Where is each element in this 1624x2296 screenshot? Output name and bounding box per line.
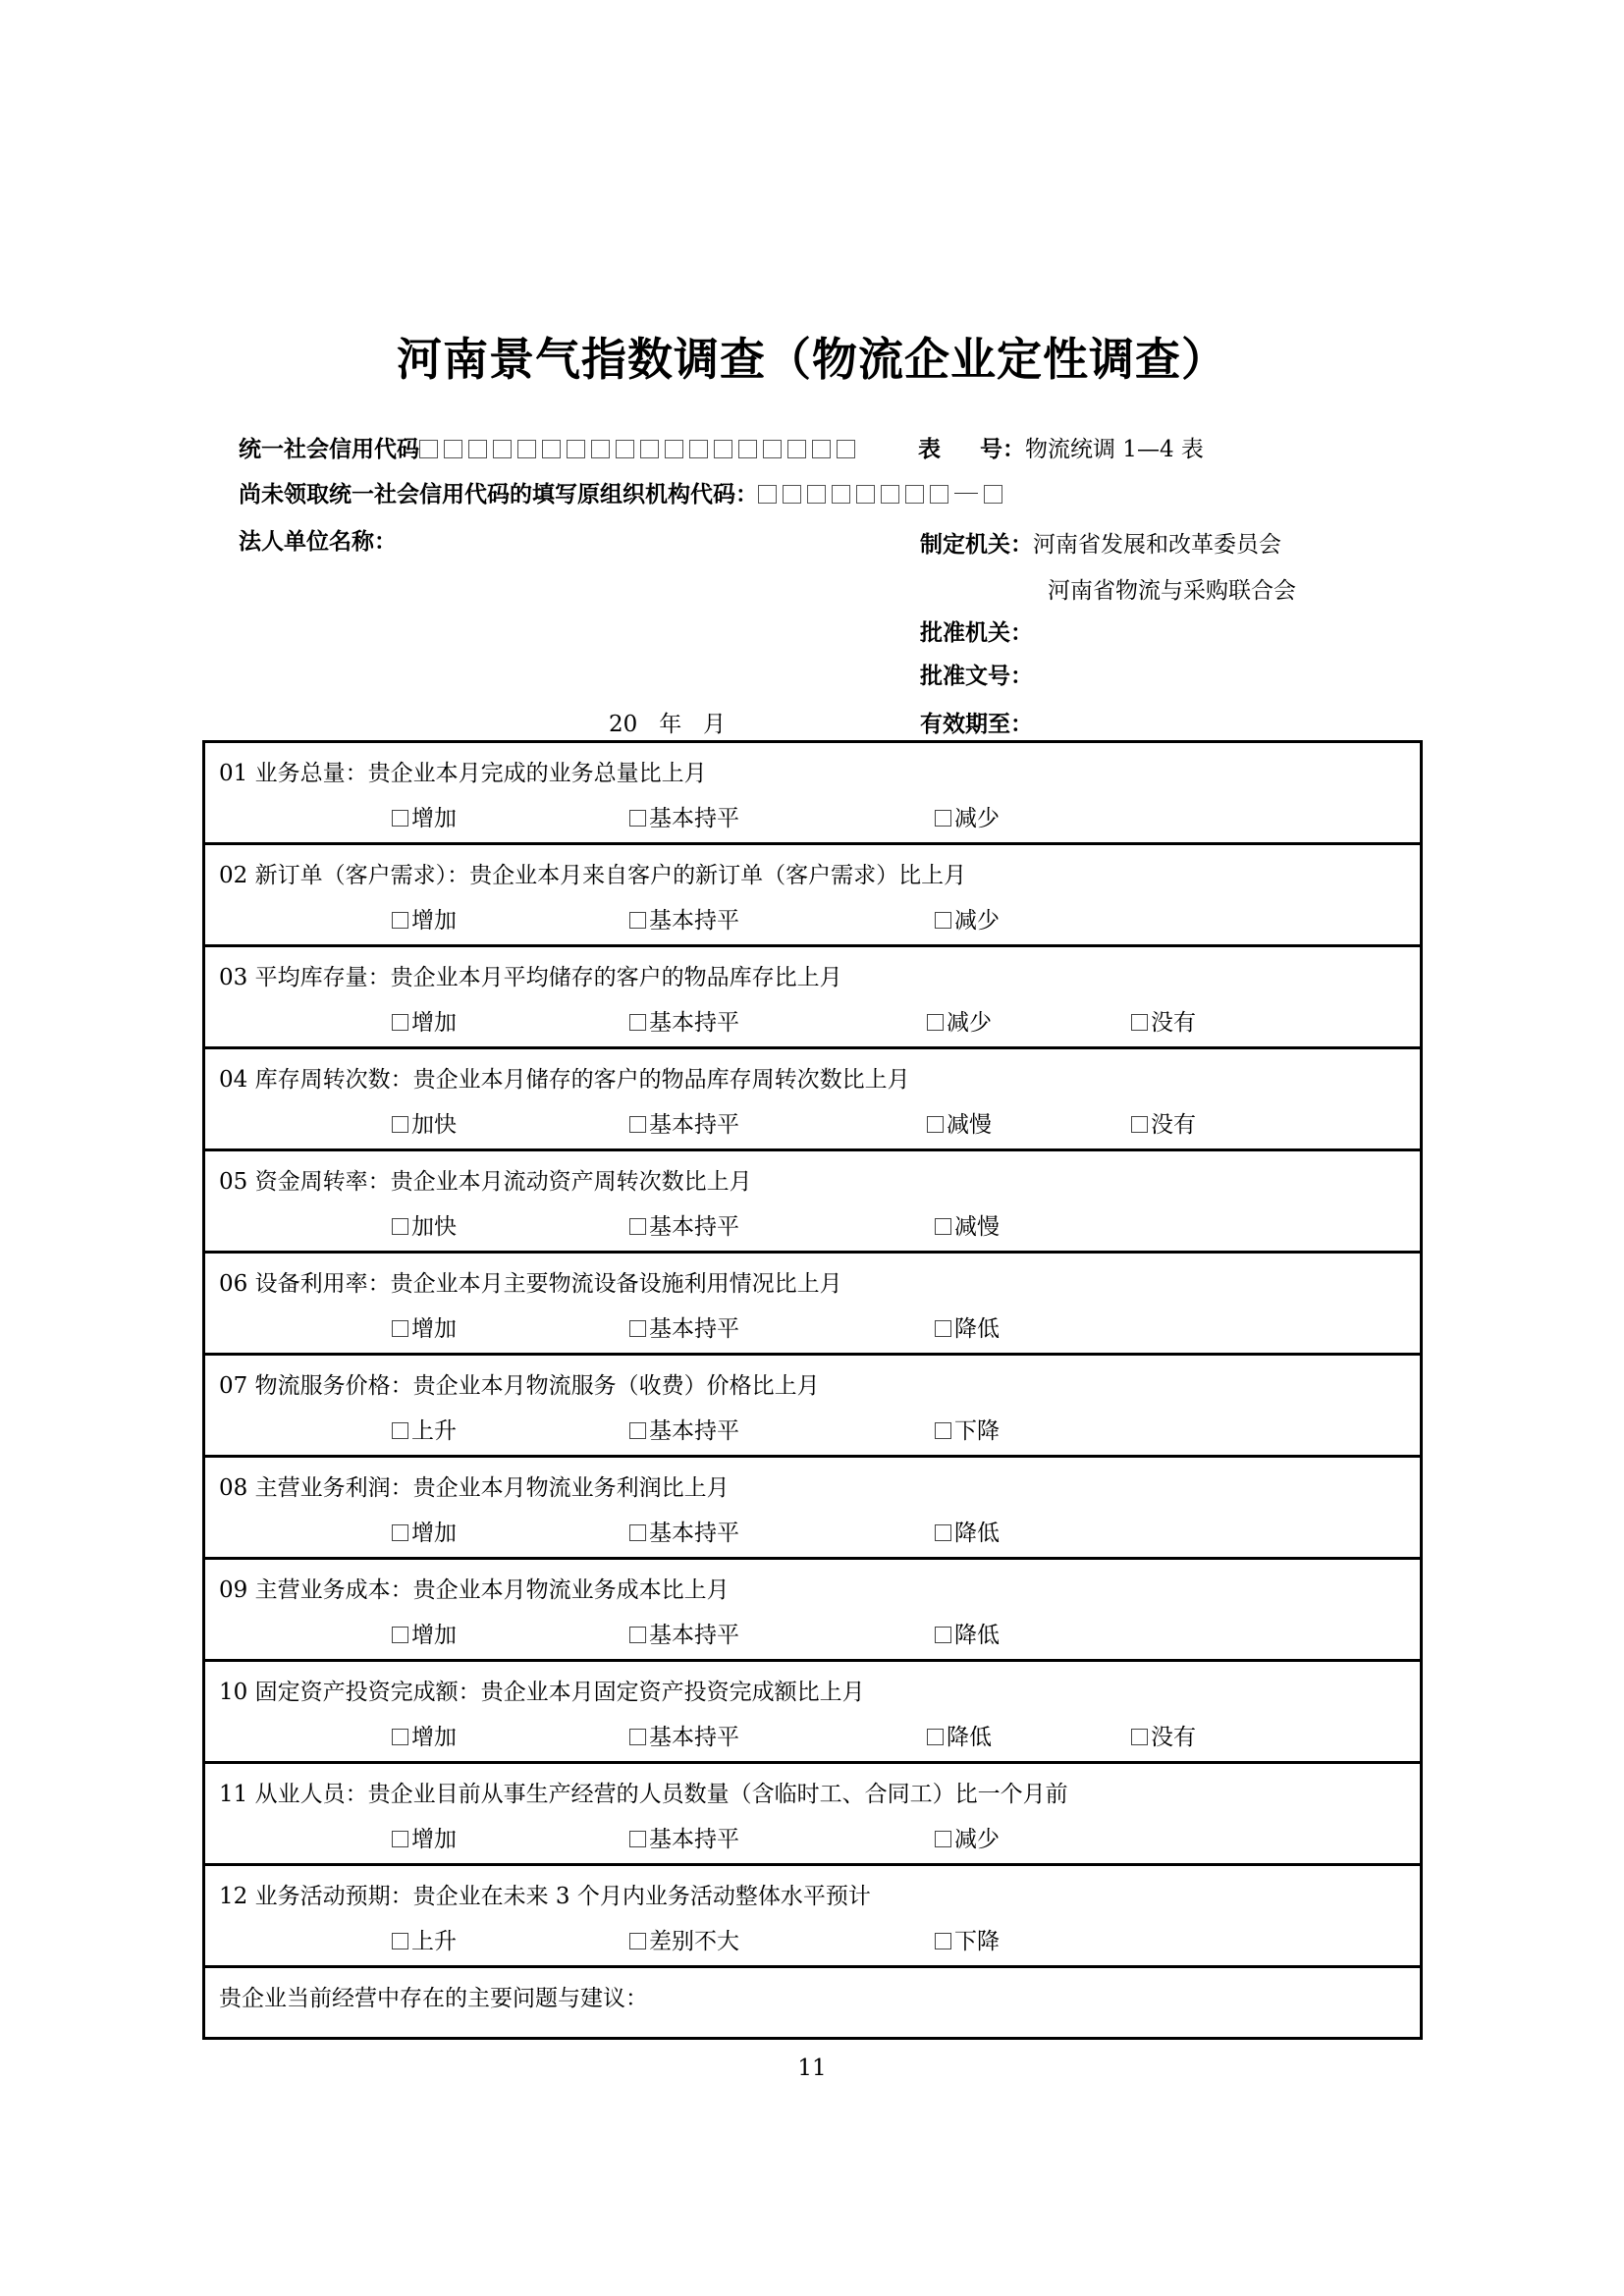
credit-code-boxes[interactable] — [419, 437, 861, 462]
checkbox-icon[interactable] — [392, 1831, 408, 1847]
option-checkbox[interactable] — [935, 1208, 1000, 1241]
org-code-row — [239, 480, 1008, 509]
checkbox-icon[interactable] — [392, 1729, 408, 1745]
option-label: 增加 — [411, 1521, 457, 1546]
option-label: 减少 — [954, 908, 1000, 934]
option-label: 没有 — [1151, 1112, 1196, 1138]
checkbox-icon[interactable] — [1131, 1116, 1148, 1133]
option-label: 上升 — [411, 1418, 457, 1444]
page-number: 11 — [797, 2056, 827, 2081]
valid-until-label: 有效期至： — [920, 712, 1033, 737]
option-label: 基本持平 — [649, 1316, 739, 1342]
checkbox-icon[interactable] — [392, 1422, 408, 1439]
option-checkbox[interactable] — [629, 1923, 739, 1955]
question-row — [205, 1356, 1420, 1458]
checkbox-icon[interactable] — [629, 1422, 646, 1439]
code-digit-box[interactable] — [714, 440, 732, 458]
code-digit-box[interactable] — [640, 440, 659, 458]
option-checkbox[interactable] — [629, 1208, 739, 1241]
option-label: 基本持平 — [649, 1214, 739, 1240]
survey-table — [202, 740, 1423, 2040]
question-text: 03 平均库存量：贵企业本月平均储存的客户的物品库存比上月 — [219, 965, 842, 990]
checkbox-icon[interactable] — [935, 1320, 951, 1337]
option-label: 加快 — [411, 1112, 457, 1138]
option-label: 降低 — [954, 1521, 1000, 1546]
checkbox-icon[interactable] — [392, 1014, 408, 1031]
code-digit-box[interactable] — [689, 440, 708, 458]
org-digit-box[interactable] — [856, 485, 875, 504]
option-label: 基本持平 — [649, 1112, 739, 1138]
checkbox-icon[interactable] — [927, 1729, 944, 1745]
option-checkbox[interactable] — [927, 1719, 992, 1751]
code-digit-box[interactable] — [493, 440, 512, 458]
checkbox-icon[interactable] — [629, 1627, 646, 1643]
option-checkbox[interactable] — [392, 1208, 457, 1241]
option-checkbox[interactable] — [629, 800, 739, 832]
option-checkbox[interactable] — [392, 1821, 457, 1853]
option-checkbox[interactable] — [629, 1617, 739, 1649]
checkbox-icon[interactable] — [927, 1116, 944, 1133]
option-label: 减少 — [954, 806, 1000, 831]
org-check-digit-box[interactable] — [984, 485, 1002, 504]
option-label: 基本持平 — [649, 1725, 739, 1750]
question-text: 02 新订单（客户需求）：贵企业本月来自客户的新订单（客户需求）比上月 — [219, 863, 967, 888]
option-checkbox[interactable] — [927, 1004, 992, 1037]
question-row — [205, 1662, 1420, 1764]
question-text: 10 固定资产投资完成额：贵企业本月固定资产投资完成额比上月 — [219, 1680, 865, 1705]
org-digit-box[interactable] — [783, 485, 801, 504]
page-title: 河南景气指数调查（物流企业定性调查） — [397, 333, 1227, 386]
checkbox-icon[interactable] — [629, 810, 646, 827]
option-label: 下降 — [954, 1418, 1000, 1444]
option-label: 增加 — [411, 1827, 457, 1852]
option-checkbox[interactable] — [629, 1004, 739, 1037]
option-checkbox[interactable] — [629, 902, 739, 934]
option-checkbox[interactable] — [392, 800, 457, 832]
question-text: 06 设备利用率：贵企业本月主要物流设备设施利用情况比上月 — [219, 1271, 842, 1297]
issuer-row — [920, 530, 1281, 560]
option-label: 减慢 — [954, 1214, 1000, 1240]
option-label: 差别不大 — [649, 1929, 739, 1954]
option-checkbox[interactable] — [392, 1923, 457, 1955]
question-text: 08 主营业务利润：贵企业本月物流业务利润比上月 — [219, 1475, 730, 1501]
checkbox-icon[interactable] — [935, 1422, 951, 1439]
checkbox-icon[interactable] — [392, 810, 408, 827]
option-checkbox[interactable] — [629, 1106, 739, 1139]
option-checkbox[interactable] — [629, 1413, 739, 1445]
option-label: 减慢 — [947, 1112, 992, 1138]
checkbox-icon[interactable] — [629, 1116, 646, 1133]
credit-code-label: 统一社会信用代码 — [239, 437, 419, 462]
option-label: 增加 — [411, 1010, 457, 1036]
org-digit-box[interactable] — [807, 485, 826, 504]
option-label: 下降 — [954, 1929, 1000, 1954]
checkbox-icon[interactable] — [1131, 1729, 1148, 1745]
question-row — [205, 1764, 1420, 1866]
checkbox-icon[interactable] — [392, 1933, 408, 1949]
code-digit-box[interactable] — [542, 440, 561, 458]
code-digit-box[interactable] — [787, 440, 806, 458]
code-digit-box[interactable] — [517, 440, 536, 458]
option-label: 减少 — [954, 1827, 1000, 1852]
option-checkbox[interactable] — [392, 1106, 457, 1139]
code-digit-box[interactable] — [837, 440, 855, 458]
question-text: 11 从业人员：贵企业目前从事生产经营的人员数量（含临时工、合同工）比一个月前 — [219, 1782, 1068, 1807]
option-label: 基本持平 — [649, 1418, 739, 1444]
question-row — [205, 947, 1420, 1049]
suggestion-row[interactable] — [205, 1968, 1420, 2045]
option-checkbox[interactable] — [392, 1004, 457, 1037]
option-checkbox[interactable] — [392, 1310, 457, 1343]
option-label: 基本持平 — [649, 1827, 739, 1852]
option-label: 基本持平 — [649, 1521, 739, 1546]
option-checkbox[interactable] — [392, 1515, 457, 1547]
question-row — [205, 1254, 1420, 1356]
option-checkbox[interactable] — [935, 1821, 1000, 1853]
option-checkbox[interactable] — [629, 1515, 739, 1547]
checkbox-icon[interactable] — [629, 912, 646, 929]
option-label: 上升 — [411, 1929, 457, 1954]
option-label: 基本持平 — [649, 1010, 739, 1036]
question-row — [205, 743, 1420, 845]
credit-code-row — [239, 435, 861, 464]
checkbox-icon[interactable] — [935, 1524, 951, 1541]
option-label: 基本持平 — [649, 908, 739, 934]
checkbox-icon[interactable] — [392, 1320, 408, 1337]
org-code-label: 尚未领取统一社会信用代码的填写原组织机构代码： — [239, 482, 758, 507]
suggestion-label: 贵企业当前经营中存在的主要问题与建议： — [219, 1986, 648, 2011]
option-checkbox[interactable] — [629, 1821, 739, 1853]
issuer-2: 河南省物流与采购联合会 — [1048, 578, 1296, 604]
question-text: 12 业务活动预期：贵企业在未来 3 个月内业务活动整体水平预计 — [219, 1884, 871, 1909]
checkbox-icon[interactable] — [935, 1218, 951, 1235]
option-checkbox[interactable] — [392, 902, 457, 934]
checkbox-icon[interactable] — [629, 1218, 646, 1235]
option-label: 增加 — [411, 1316, 457, 1342]
code-digit-box[interactable] — [444, 440, 462, 458]
form-no-row — [918, 435, 1204, 464]
org-code-dash — [954, 493, 978, 494]
checkbox-icon[interactable] — [629, 1831, 646, 1847]
option-label: 没有 — [1151, 1010, 1196, 1036]
question-row — [205, 845, 1420, 947]
option-checkbox[interactable] — [392, 1413, 457, 1445]
checkbox-icon[interactable] — [629, 1729, 646, 1745]
question-text: 07 物流服务价格：贵企业本月物流服务（收费）价格比上月 — [219, 1373, 820, 1399]
question-row — [205, 1560, 1420, 1662]
question-text: 05 资金周转率：贵企业本月流动资产周转次数比上月 — [219, 1169, 752, 1195]
option-checkbox[interactable] — [392, 1617, 457, 1649]
code-digit-box[interactable] — [616, 440, 634, 458]
approver-label: 批准机关： — [920, 620, 1033, 646]
option-label: 增加 — [411, 1623, 457, 1648]
option-checkbox[interactable] — [935, 1923, 1000, 1955]
checkbox-icon[interactable] — [629, 1933, 646, 1949]
option-checkbox[interactable] — [1131, 1004, 1196, 1037]
form-no-label-2: 号： — [980, 437, 1025, 462]
checkbox-icon[interactable] — [629, 1320, 646, 1337]
checkbox-icon[interactable] — [935, 912, 951, 929]
option-checkbox[interactable] — [629, 1719, 739, 1751]
code-digit-box[interactable] — [419, 440, 438, 458]
question-text: 09 主营业务成本：贵企业本月物流业务成本比上月 — [219, 1577, 730, 1603]
question-row — [205, 1458, 1420, 1560]
option-label: 减少 — [947, 1010, 992, 1036]
checkbox-icon[interactable] — [392, 1116, 408, 1133]
option-checkbox[interactable] — [935, 1413, 1000, 1445]
approval-no-label: 批准文号： — [920, 664, 1033, 689]
option-checkbox[interactable] — [935, 1310, 1000, 1343]
option-checkbox[interactable] — [935, 902, 1000, 934]
checkbox-icon[interactable] — [629, 1014, 646, 1031]
code-digit-box[interactable] — [738, 440, 757, 458]
issuer-label: 制定机关： — [920, 532, 1033, 558]
option-checkbox[interactable] — [927, 1106, 992, 1139]
org-digit-box[interactable] — [758, 485, 777, 504]
option-checkbox[interactable] — [935, 800, 1000, 832]
org-digit-box[interactable] — [832, 485, 850, 504]
option-label: 降低 — [947, 1725, 992, 1750]
option-checkbox[interactable] — [392, 1719, 457, 1751]
question-row — [205, 1049, 1420, 1151]
option-label: 降低 — [954, 1316, 1000, 1342]
checkbox-icon[interactable] — [392, 1524, 408, 1541]
question-text: 04 库存周转次数：贵企业本月储存的客户的物品库存周转次数比上月 — [219, 1067, 910, 1093]
code-digit-box[interactable] — [812, 440, 831, 458]
option-checkbox[interactable] — [1131, 1719, 1196, 1751]
checkbox-icon[interactable] — [935, 1831, 951, 1847]
option-label: 没有 — [1151, 1725, 1196, 1750]
question-row — [205, 1866, 1420, 1968]
checkbox-icon[interactable] — [392, 1218, 408, 1235]
option-checkbox[interactable] — [935, 1515, 1000, 1547]
code-digit-box[interactable] — [468, 440, 487, 458]
checkbox-icon[interactable] — [392, 912, 408, 929]
option-label: 增加 — [411, 1725, 457, 1750]
code-digit-box[interactable] — [591, 440, 610, 458]
code-digit-box[interactable] — [665, 440, 683, 458]
checkbox-icon[interactable] — [1131, 1014, 1148, 1031]
option-label: 基本持平 — [649, 1623, 739, 1648]
option-label: 基本持平 — [649, 806, 739, 831]
checkbox-icon[interactable] — [927, 1014, 944, 1031]
form-no-label-1: 表 — [918, 437, 941, 462]
option-label: 加快 — [411, 1214, 457, 1240]
option-checkbox[interactable] — [629, 1310, 739, 1343]
checkbox-icon[interactable] — [392, 1627, 408, 1643]
checkbox-icon[interactable] — [935, 1933, 951, 1949]
checkbox-icon[interactable] — [935, 1627, 951, 1643]
issuer-1: 河南省发展和改革委员会 — [1033, 532, 1281, 558]
code-digit-box[interactable] — [567, 440, 585, 458]
question-row — [205, 1151, 1420, 1254]
code-digit-box[interactable] — [763, 440, 782, 458]
legal-entity-label: 法人单位名称： — [239, 529, 397, 555]
org-digit-box[interactable] — [930, 485, 948, 504]
org-digit-box[interactable] — [881, 485, 899, 504]
org-code-boxes[interactable] — [758, 482, 1008, 507]
option-checkbox[interactable] — [935, 1617, 1000, 1649]
org-digit-box[interactable] — [905, 485, 924, 504]
option-label: 增加 — [411, 806, 457, 831]
option-label: 降低 — [954, 1623, 1000, 1648]
option-label: 增加 — [411, 908, 457, 934]
checkbox-icon[interactable] — [935, 810, 951, 827]
question-text: 01 业务总量：贵企业本月完成的业务总量比上月 — [219, 761, 707, 786]
date-text: 20 年 月 — [609, 712, 727, 737]
checkbox-icon[interactable] — [629, 1524, 646, 1541]
option-checkbox[interactable] — [1131, 1106, 1196, 1139]
form-no-value: 物流统调 1—4 表 — [1025, 437, 1204, 462]
